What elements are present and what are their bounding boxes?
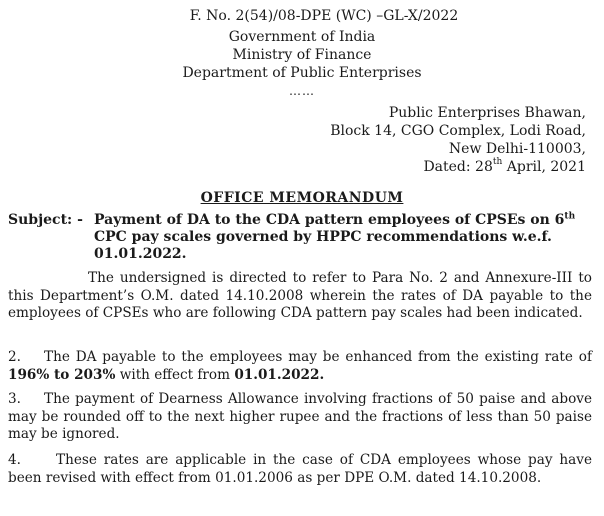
subject-superscript: th (564, 211, 576, 222)
address-line-3: New Delhi-110003, (448, 141, 586, 157)
paragraph-2 (8, 349, 592, 384)
paragraph-4 (8, 452, 592, 487)
paragraph-3 (8, 391, 592, 444)
paragraph-2-text-b: with effect from (115, 366, 235, 383)
paragraph-4-number: 4. (8, 452, 21, 468)
paragraph-2-rate: 196% to 203% (8, 366, 116, 383)
subject-text-b: CPC pay scales governed by HPPC recommendations w.e.f. 01.01.2022. (94, 229, 552, 262)
address-line-2: Block 14, CGO Complex, Lodi Road, (330, 123, 586, 139)
paragraph-2-text-a: The DA payable to the employees may be enhanced from the existing rate of (44, 349, 592, 365)
department-line: Department of Public Enterprises (182, 65, 422, 81)
subject-text-a: Payment of DA to the CDA pattern employees of CPSEs on 6 (94, 212, 565, 228)
memo-title: OFFICE MEMORANDUM (200, 190, 404, 206)
date-line (256, 158, 586, 176)
paragraph-intro: The undersigned is directed to refer to Para No. 2 and Annexure-III to this Department’s O.M. dated 14.10.2008 wherein the rates of DA payable to the employees of CPSEs who are following CDA pattern pay scales had been indicated. (8, 270, 592, 321)
paragraph-4-text: These rates are applicable in the case of CDA employees whose pay have been revised with effect from 01.01.2006 as per DPE O.M. dated 14.10.2008. (8, 452, 592, 486)
file-number: F. No. 2(54)/08-DPE (WC) –GL-X/2022 (189, 8, 459, 24)
address-line-1: Public Enterprises Bhawan, (388, 105, 586, 121)
paragraph-2-number: 2. (8, 349, 21, 365)
subject-text (94, 212, 598, 263)
government-line: Government of India (228, 29, 376, 45)
paragraph-2-date: 01.01.2022. (234, 366, 325, 383)
date-suffix: April, 2021 (502, 159, 586, 175)
date-superscript: th (492, 157, 503, 168)
ministry-line: Ministry of Finance (232, 47, 372, 63)
subject-label: Subject: - (8, 212, 83, 228)
date-prefix: Dated: 28 (423, 159, 493, 175)
separator-dots: …… (289, 84, 315, 98)
paragraph-3-text: The payment of Dearness Allowance involving fractions of 50 paise and above may be rounded off to the next higher rupee and the fractions of less than 50 paise may be ignored. (8, 391, 592, 442)
paragraph-3-number: 3. (8, 391, 21, 407)
